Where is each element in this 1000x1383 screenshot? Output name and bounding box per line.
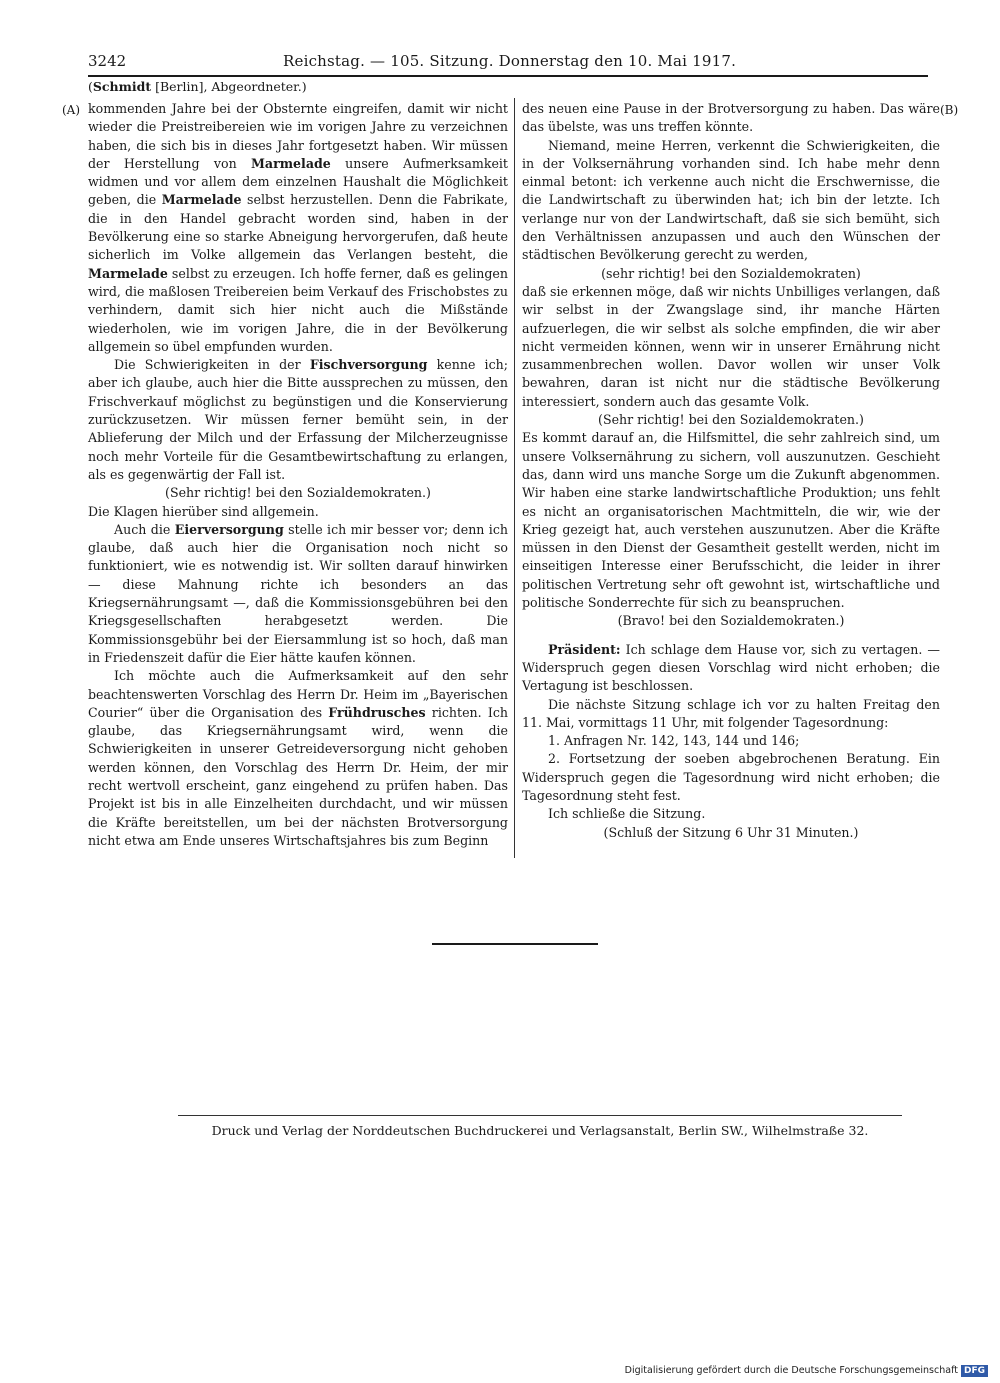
dfg-logo: DFG	[961, 1365, 988, 1377]
paragraph: Ich schließe die Sitzung.	[548, 806, 706, 822]
speaker-open-paren: (	[88, 79, 93, 94]
paragraph: Auch die Eierversorgung stelle ich mir besser vor; denn ich glaube, daß auch hier die Organisation noch nicht so funktioniert, wie es notwendig ist. Wir sollten darauf hinwirken — diese Mahnung richte ich besonders an das Kriegsernährungsamt —, daß die Kommissionsgebühren bei den Kriegsgesellschaften herabgesetzt werden. Die Kommissionsgebühr bei der Eiersammlung ist so hoch, daß man in Friedenszeit dafür die Eier hätte kaufen können.	[88, 521, 509, 665]
right-column	[522, 100, 940, 842]
paragraph: des neuen eine Pause in der Brotversorgung zu haben. Das wäre das übelste, was uns treffen könnte.	[522, 101, 940, 135]
paragraph: daß sie erkennen möge, daß wir nichts Unbilliges verlangen, daß wir selbst in der Zwangslage sind, ihr manche Härten aufzuerlegen, die wir selbst als solche empfinden, die wir aber nicht vermeiden können, wenn wir in unserer Ernährung nicht zusammenbrechen wollen. Davor wollen wir unser Volk bewahren, daran ist nicht nur die städtische Bevölkerung interessiert, sondern auch das gesamte Volk.	[522, 283, 940, 409]
speaker-attribution	[88, 79, 307, 95]
paragraph: Die Klagen hierüber sind allgemein.	[88, 503, 319, 519]
paragraph: kommenden Jahre bei der Obsternte eingreifen, damit wir nicht wieder die Preistreibereien wie im vorigen Jahre zu verzeichnen haben, die sich bis in dieses Jahr fortgesetzt haben. Wir müssen der Herstellung von Marmelade unsere Aufmerksamkeit widmen und vor allem dem einzelnen Haushalt die Möglichkeit geben, die Marmelade selbst herzustellen. Denn die Fabrikate, die in den Handel gebracht worden sind, haben in der Bevölkerung eine so starke Abneigung hervorgerufen, daß heute sicherlich im Volke allgemein das Verlangen besteht, die Marmelade selbst zu erzeugen. Ich hoffe ferner, daß es gelingen wird, die maßlosen Treibereien beim Verkauf des Frischobstes zu verhindern, damit sich hier nicht auch die Mißstände wiederholen, wie im vorigen Jahre, die in der Bevölkerung allgemein so übel empfunden wurden.	[88, 101, 508, 354]
paragraph: Niemand, meine Herren, verkennt die Schwierigkeiten, die in der Volksernährung vorhanden sind. Ich habe mehr denn einmal betont: ich verkenne auch nicht die Erschwernisse, die die Landwirtschaft zu überwinden hat; ich bin der letzte. Ich verlange nur von der Landwirtschaft, daß sie sich bemüht, sich den Verhältnissen anzupassen und auch den Wünschen der städtischen Bevölkerung gerecht zu werden,	[522, 137, 940, 263]
interjection: (Sehr richtig! bei den Sozialdemokraten.)	[598, 412, 864, 428]
interjection: (Sehr richtig! bei den Sozialdemokraten.)	[165, 485, 431, 501]
interjection: (Bravo! bei den Sozialdemokraten.)	[617, 613, 845, 629]
paragraph: Präsident: Ich schlage dem Hause vor, sich zu vertagen. — Widerspruch gegen diesen Vorschlag wird nicht erhoben; die Vertagung ist beschlossen.	[522, 641, 940, 694]
interjection: (sehr richtig! bei den Sozialdemokraten)	[601, 265, 861, 281]
page-title: Reichstag. — 105. Sitzung. Donnerstag den 10. Mai 1917.	[283, 52, 737, 70]
margin-mark-right: (B)	[940, 103, 959, 117]
emphasized-term: Marmelade	[250, 155, 331, 171]
emphasized-term: Marmelade	[88, 265, 168, 281]
speaker-name: Schmidt	[92, 79, 152, 94]
digitization-credit	[625, 1365, 988, 1377]
footer-rule	[178, 1115, 902, 1116]
column-divider	[514, 98, 515, 858]
emphasized-term: Präsident:	[548, 641, 621, 657]
paragraph: 2. Fortsetzung der soeben abgebrochenen Beratung. Ein Widerspruch gegen die Tagesordnung wird nicht erhoben; die Tagesordnung steht fest.	[522, 751, 940, 803]
paragraph: 1. Anfragen Nr. 142, 143, 144 und 146;	[548, 733, 800, 749]
left-column	[88, 100, 508, 850]
paragraph: Die Schwierigkeiten in der Fischversorgung kenne ich; aber ich glaube, auch hier die Bitte aussprechen zu müssen, den Frischverkauf möglichst zu begünstigen und die Konservierung zurückzusetzen. Wir müssen ferner bemüht sein, in der Ablieferung der Milch und der Erfassung der Milcherzeugnisse noch mehr Vorteile für die Gesamtbewirtschaftung zu erlangen, als es gegenwärtig der Fall ist.	[88, 357, 508, 482]
emphasized-term: Frühdrusches	[328, 704, 426, 720]
paragraph: Ich möchte auch die Aufmerksamkeit auf den sehr beachtenswerten Vorschlag des Herrn Dr. Heim im „Bayerischen Courier“ über die Organisation des Frühdrusches richten. Ich glaube, das Kriegsernährungsamt wird, wenn die Schwierigkeiten in unserer Getreideversorgung nicht gehoben werden können, den Vorschlag des Herrn Dr. Heim, der mir recht wertvoll erscheint, ganz eingehend zu prüfen haben. Das Projekt ist bis in alle Einzelheiten durchdacht, und wir müssen die Kräfte bereitstellen, um bei der nächsten Brotversorgung nicht etwa am Ende unseres Wirtschaftsjahres bis zum Beginn	[88, 668, 508, 848]
paragraph: Die nächste Sitzung schlage ich vor zu halten Freitag den 11. Mai, vormittags 11 Uhr, mit folgender Tagesordnung:	[522, 696, 940, 730]
emphasized-term: Marmelade	[161, 192, 242, 208]
printer-imprint: Druck und Verlag der Norddeutschen Buchdruckerei und Verlagsanstalt, Berlin SW., Wilhelmstraße 32.	[211, 1123, 869, 1138]
margin-mark-left: (A)	[62, 103, 81, 117]
digitization-note: Digitalisierung gefördert durch die Deutsche Forschungsgemeinschaft	[624, 1365, 958, 1376]
header-rule	[88, 75, 928, 77]
paragraph-spacer	[522, 631, 940, 641]
paragraph: Es kommt darauf an, die Hilfsmittel, die sehr zahlreich sind, um unsere Volksernährung zu sichern, voll auszunutzen. Geschieht das, dann wird uns manche Sorge um die Zukunft abgenommen. Wir haben eine starke landwirtschaftliche Produktion; uns fehlt es nicht an organisatorischen Machtmitteln, die wir, wie der Krieg gezeigt hat, auch verstehen auszunutzen. Aber die Kräfte müssen in den Dienst der Gesamtheit gestellt werden, nicht im einseitigen Interesse einer Berufsschicht, die leider in ihrer politischen Vertretung sehr oft gewohnt ist, wirtschaftliche und politische Sonderrechte für sich zu beanspruchen.	[522, 430, 940, 611]
emphasized-term: Eierversorgung	[174, 521, 284, 537]
page-number: 3242	[88, 52, 127, 70]
emphasized-term: Fischversorgung	[309, 357, 428, 373]
speaker-detail: [Berlin], Abgeordneter.)	[151, 79, 307, 94]
interjection: (Schluß der Sitzung 6 Uhr 31 Minuten.)	[603, 824, 859, 840]
section-end-rule	[432, 943, 598, 945]
